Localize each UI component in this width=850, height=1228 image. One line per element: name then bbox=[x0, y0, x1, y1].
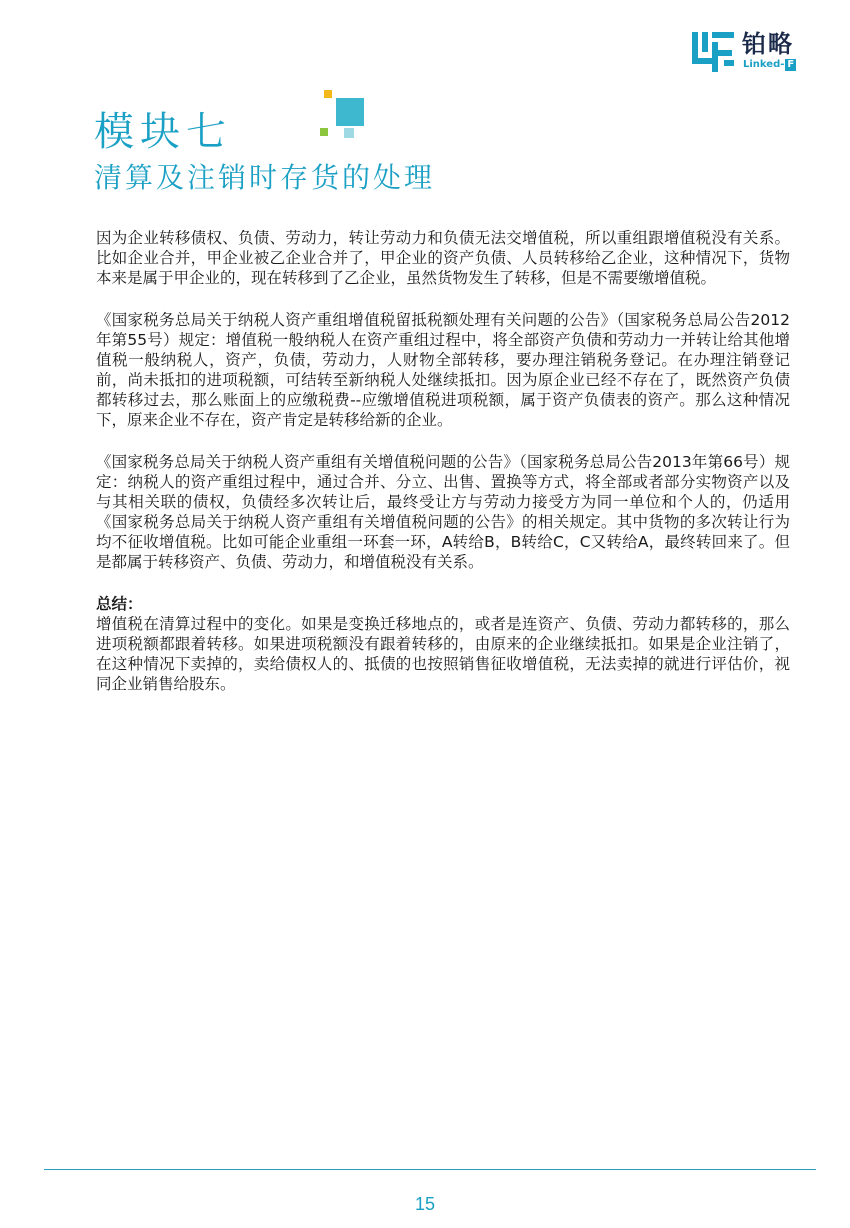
brand-logo bbox=[692, 30, 812, 74]
logo-name-en bbox=[743, 59, 796, 71]
decorative-square-teal bbox=[336, 98, 364, 126]
module-subtitle: 清算及注销时存货的处理 bbox=[94, 161, 436, 194]
body-paragraph-3: 《国家税务总局关于纳税人资产重组有关增值税问题的公告》（国家税务总局公告2013年第66号）规定：纳税人的资产重组过程中，通过合并、分立、出售、置换等方式，将全部或者部分实物资产以及与其相关联的债权，负债经多次转让后，最终受让方与劳动力接受方为同一单位和个人的，仍适用《国家税务总局关于纳税人资产重组有关增值税问题的公告》的相关规定。其中货物的多次转让行为均不征收增值税。比如可能企业重组一环套一环，A转给B，B转给C，C又转给A，最终转回来了。但是都属于转移资产、负债、劳动力，和增值税没有关系。 bbox=[96, 453, 790, 571]
linked-f-logo-icon bbox=[692, 32, 736, 72]
body-content bbox=[96, 228, 790, 694]
summary-label: 总结： bbox=[96, 595, 143, 613]
decorative-square-yellow bbox=[324, 90, 332, 98]
body-paragraph-1: 因为企业转移债权、负债、劳动力，转让劳动力和负债无法交增值税，所以重组跟增值税没有关系。比如企业合并，甲企业被乙企业合并了，甲企业的资产负债、人员转移给乙企业，这种情况下，货物本来是属于甲企业的，现在转移到了乙企业，虽然货物发生了转移，但是不需要缴增值税。 bbox=[96, 229, 790, 287]
decorative-square-light bbox=[344, 128, 354, 138]
logo-name-en-box: F bbox=[787, 59, 795, 70]
footer-divider bbox=[44, 1169, 816, 1170]
page-number: 15 bbox=[414, 1194, 436, 1214]
module-title: 模块七 bbox=[94, 109, 232, 155]
summary-text: 增值税在清算过程中的变化。如果是变换迁移地点的，或者是连资产、负债、劳动力都转移的，那么进项税额都跟着转移。如果进项税额没有跟着转移的，由原来的企业继续抵扣。如果是企业注销了，在这种情况下卖掉的，卖给债权人的、抵债的也按照销售征收增值税，无法卖掉的就进行评估价，视同企业销售给股东。 bbox=[96, 615, 790, 693]
logo-name-en-text: Linked- bbox=[743, 59, 785, 70]
body-paragraph-2: 《国家税务总局关于纳税人资产重组增值税留抵税额处理有关问题的公告》（国家税务总局公告2012年第55号）规定：增值税一般纳税人在资产重组过程中，将全部资产负债和劳动力一并转让给其他增值税一般纳税人，资产，负债，劳动力，人财物全部转移，要办理注销税务登记。在办理注销登记前，尚未抵扣的进项税额，可结转至新纳税人处继续抵扣。因为原企业已经不存在了，既然资产负债都转移过去，那么账面上的应缴税费--应缴增值税进项税额，属于资产负债表的资产。那么这种情况下，原来企业不存在，资产肯定是转移给新的企业。 bbox=[96, 311, 790, 429]
decorative-square-green bbox=[320, 128, 328, 136]
logo-name-cn: 铂略 bbox=[742, 30, 794, 58]
